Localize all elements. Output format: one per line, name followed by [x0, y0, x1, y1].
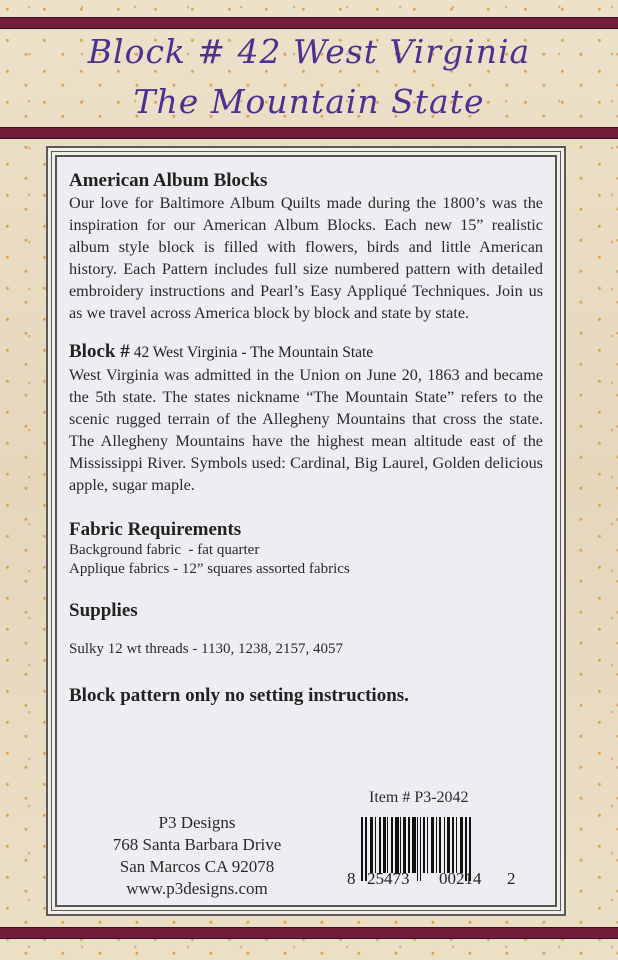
info-panel-frame — [46, 146, 566, 916]
block-section — [69, 340, 543, 496]
fabric-section — [69, 518, 543, 579]
header-bottom-stripe — [0, 127, 618, 139]
info-panel — [55, 155, 557, 907]
block-body: West Virginia was admitted in the Union on June 20, 1863 and became the 5th state. The states nickname “The Mountain State” refers to the scenic rugged terrain of the Allegheny Mountains that cross the state. The Allegheny Mountains have the highest mean altitude east of the Mississippi River. Symbols used: Cardinal, Big Laurel, Golden delicious apple, sugar maple. — [69, 366, 543, 494]
company-address — [77, 812, 317, 900]
supplies-heading: Supplies — [69, 600, 138, 621]
barcode-digit-first: 8 — [347, 869, 356, 888]
barcode-digit-last: 2 — [507, 869, 516, 888]
company-name: P3 Designs — [158, 813, 236, 832]
company-city: San Marcos CA 92078 — [119, 857, 275, 876]
upc-barcode — [347, 817, 527, 887]
block-subheading: 42 West Virginia - The Mountain State — [133, 344, 374, 361]
intro-heading: American Album Blocks — [69, 170, 268, 191]
bottom-stripe — [0, 927, 618, 939]
supplies-line: Sulky 12 wt threads - 1130, 1238, 2157, 4057 — [69, 641, 344, 657]
item-number: Item # P3-2042 — [369, 789, 469, 806]
fabric-heading: Fabric Requirements — [69, 519, 242, 540]
title-line-2: The Mountain State — [133, 82, 485, 121]
block-heading: Block # — [69, 341, 130, 362]
barcode-bars — [361, 817, 527, 873]
company-street: 768 Santa Barbara Drive — [112, 835, 282, 854]
barcode-group-left: 25473 — [367, 869, 410, 888]
fabric-line-applique: Applique fabrics - 12” squares assorted fabrics — [69, 561, 350, 577]
top-stripe — [0, 17, 618, 29]
intro-body: Our love for Baltimore Album Quilts made during the 1800’s was the inspiration for our American Album Blocks. Each new 15” realistic album style block is filled with flowers, birds and little American history. Each Pattern includes full size numbered pattern with detailed embroidery instructions and Pearl’s Easy Appliqué Techniques. Join us as we travel across America block by block and state by state. — [69, 194, 543, 322]
notice-text: Block pattern only no setting instructions. — [69, 685, 409, 706]
title-line-1: Block # 42 West Virginia — [87, 32, 531, 71]
company-website: www.p3designs.com — [126, 879, 268, 898]
intro-section — [69, 169, 543, 324]
panel-content — [69, 169, 543, 707]
fabric-line-background: Background fabric - fat quarter — [69, 542, 260, 558]
supplies-section — [69, 599, 543, 659]
barcode-group-right: 00214 — [439, 869, 482, 888]
